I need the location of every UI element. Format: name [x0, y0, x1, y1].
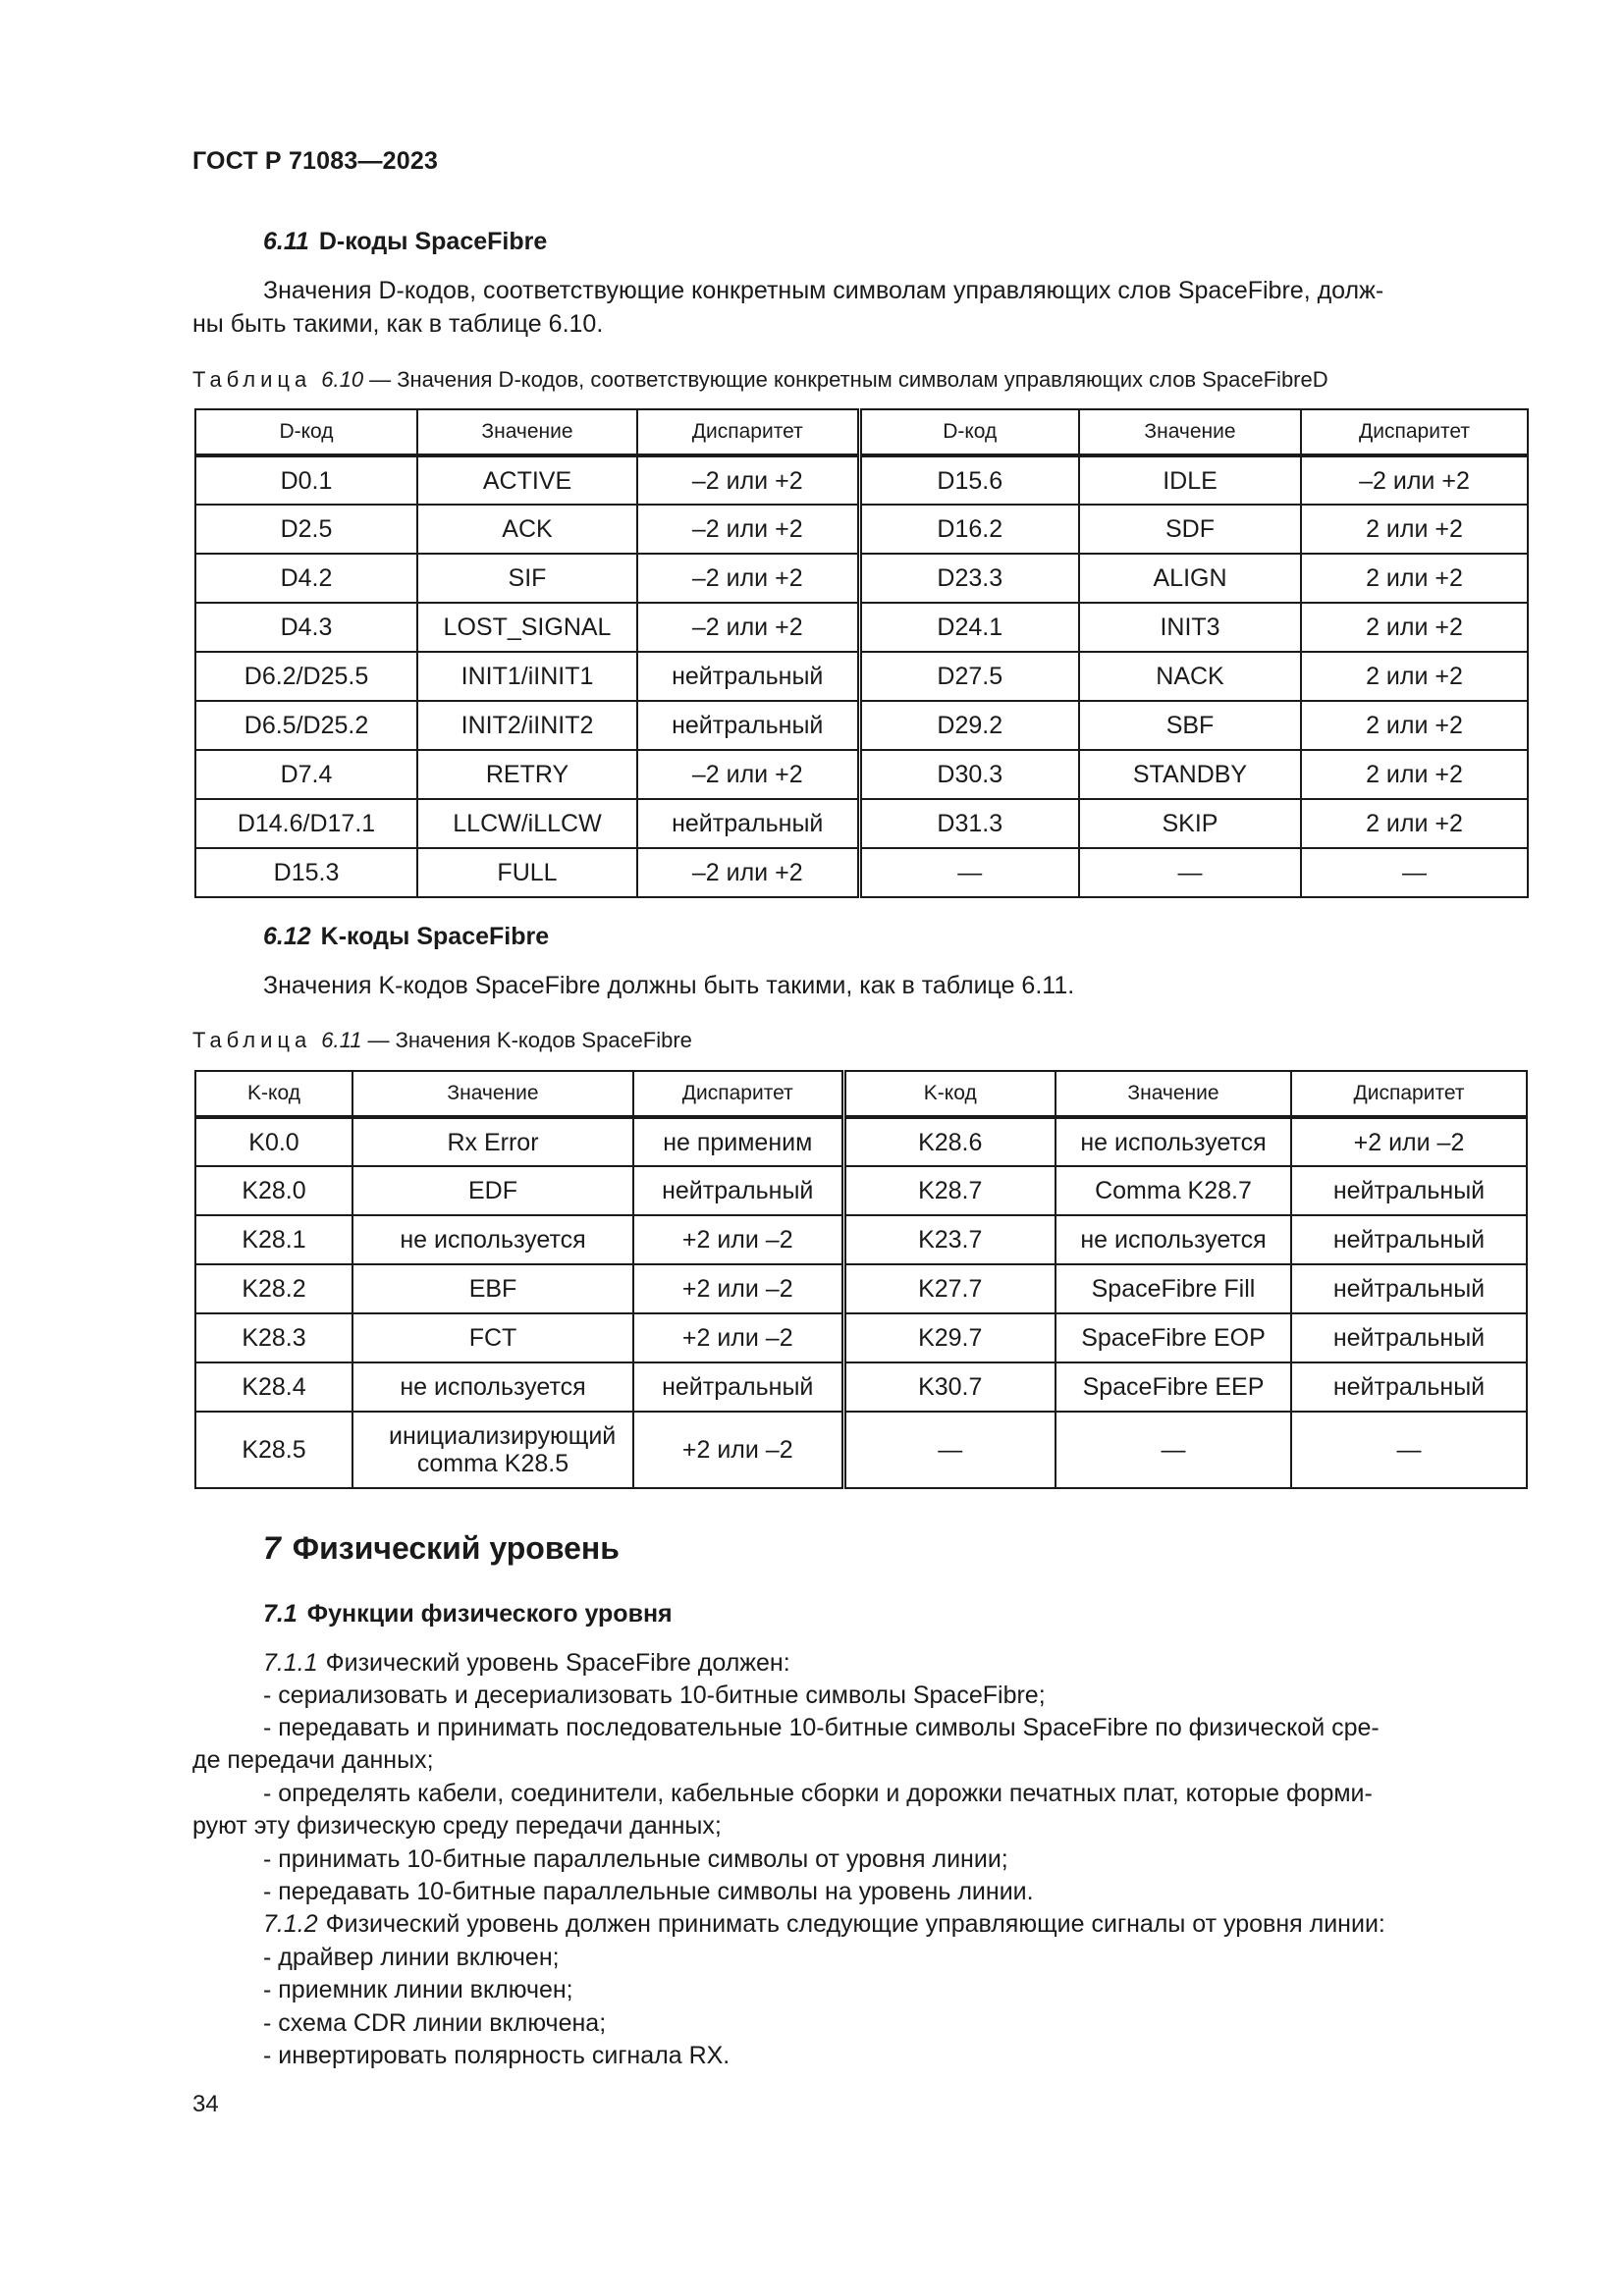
section-7-1-heading	[263, 1600, 673, 1629]
table-cell: D4.3	[195, 603, 417, 652]
table-cell: –2 или +2	[637, 554, 859, 603]
table-cell: INIT1/iINIT1	[417, 652, 637, 701]
table-cell: SBF	[1079, 701, 1301, 750]
table-cell: не используется	[352, 1362, 633, 1412]
table-cell: –2 или +2	[637, 603, 859, 652]
table-cell: INIT3	[1079, 603, 1301, 652]
table-cell: не используется	[1056, 1117, 1291, 1166]
table-cell: INIT2/iINIT2	[417, 701, 637, 750]
table-row	[195, 750, 1528, 799]
table-cell: SpaceFibre EEP	[1056, 1362, 1291, 1412]
table-cell: K23.7	[843, 1215, 1056, 1264]
section-title: K-коды SpaceFibre	[320, 923, 550, 950]
table-cell: RETRY	[417, 750, 637, 799]
table-cell: LLCW/iLLCW	[417, 799, 637, 848]
table-cell: NACK	[1079, 652, 1301, 701]
table-cell: нейтральный	[1291, 1166, 1527, 1215]
table-cell: +2 или –2	[633, 1313, 843, 1362]
table-header-cell: D-код	[859, 409, 1079, 455]
table-row	[195, 652, 1528, 701]
table-cell: FULL	[417, 848, 637, 897]
table-cell: D0.1	[195, 455, 417, 505]
table-cell: D29.2	[859, 701, 1079, 750]
table-header-cell: Диспаритет	[637, 409, 859, 455]
table-header-cell: Диспаритет	[1291, 1071, 1527, 1117]
table-cell: –2 или +2	[1301, 455, 1528, 505]
table-cell: нейтральный	[1291, 1362, 1527, 1412]
s711-item5: - передавать 10-битные параллельные символы на уровень линии.	[263, 1878, 1034, 1905]
table-row	[195, 1313, 1527, 1362]
table-header-cell: D-код	[195, 409, 417, 455]
section-title: D-коды SpaceFibre	[318, 228, 548, 255]
s711-item2-line1: - передавать и принимать последовательные 10-битные символы SpaceFibre по физической сре-	[263, 1714, 1380, 1741]
section-title: Физический уровень	[292, 1530, 620, 1566]
table-cell: ACK	[417, 505, 637, 554]
s712-item4: - инвертировать полярность сигнала RX.	[263, 2042, 731, 2069]
s711-intro	[263, 1649, 790, 1678]
section-7-heading	[263, 1530, 620, 1567]
table-cell: нейтральный	[633, 1166, 843, 1215]
table-cell: K28.4	[195, 1362, 352, 1412]
table-row	[195, 1166, 1527, 1215]
table-cell: D31.3	[859, 799, 1079, 848]
table-cell: —	[1291, 1412, 1527, 1488]
table-cell: D24.1	[859, 603, 1079, 652]
table-cell: Comma K28.7	[1056, 1166, 1291, 1215]
table-cell: 2 или +2	[1301, 603, 1528, 652]
table-cell: STANDBY	[1079, 750, 1301, 799]
table-cell: нейтральный	[633, 1362, 843, 1412]
section-6-12-heading	[263, 923, 549, 951]
table-cell: K28.5	[195, 1412, 352, 1488]
s711-item3-line2: руют эту физическую среду передачи данных;	[192, 1812, 722, 1840]
s712-item2: - приемник линии включен;	[263, 1976, 573, 2003]
table-header-cell: Значение	[352, 1071, 633, 1117]
table-cell: ALIGN	[1079, 554, 1301, 603]
s711-item3-line1: - определять кабели, соединители, кабельные сборки и дорожки печатных плат, которые форми-	[263, 1780, 1373, 1807]
table-6-10-caption	[192, 367, 1328, 393]
document-header: ГОСТ Р 71083—2023	[192, 147, 439, 175]
table-row	[195, 1215, 1527, 1264]
table-cell: K28.3	[195, 1313, 352, 1362]
table-header-cell: K-код	[195, 1071, 352, 1117]
table-cell: не используется	[352, 1215, 633, 1264]
table-cell: SpaceFibre EOP	[1056, 1313, 1291, 1362]
table-cell: K0.0	[195, 1117, 352, 1166]
clause-number: 7.1.1	[263, 1649, 318, 1677]
table-cell: —	[859, 848, 1079, 897]
table-cell: 2 или +2	[1301, 701, 1528, 750]
caption-prefix: Таблица	[192, 1028, 312, 1052]
table-cell: D6.2/D25.5	[195, 652, 417, 701]
table-cell: SIF	[417, 554, 637, 603]
table-6-11-caption	[192, 1028, 692, 1053]
table-row	[195, 799, 1528, 848]
table-row	[195, 848, 1528, 897]
table-cell: –2 или +2	[637, 505, 859, 554]
table-cell: D30.3	[859, 750, 1079, 799]
section-number: 6.11	[263, 228, 309, 255]
caption-number: 6.10	[321, 367, 364, 392]
table-cell: K28.7	[843, 1166, 1056, 1215]
caption-number: 6.11	[321, 1028, 362, 1052]
table-cell: 2 или +2	[1301, 799, 1528, 848]
table-header-cell: Значение	[1079, 409, 1301, 455]
table-row	[195, 554, 1528, 603]
section-6-11-heading	[263, 228, 547, 256]
table-row	[195, 1117, 1527, 1166]
table-row	[195, 1412, 1527, 1488]
table-cell: 2 или +2	[1301, 554, 1528, 603]
table-cell: нейтральный	[637, 701, 859, 750]
table-row	[195, 1362, 1527, 1412]
table-cell: LOST_SIGNAL	[417, 603, 637, 652]
table-cell: K30.7	[843, 1362, 1056, 1412]
table-cell: D15.6	[859, 455, 1079, 505]
clause-text: Физический уровень SpaceFibre должен:	[325, 1649, 790, 1677]
table-cell: EDF	[352, 1166, 633, 1215]
table-header-row	[195, 1071, 1527, 1117]
section-number: 7.1	[263, 1600, 298, 1628]
table-cell: D23.3	[859, 554, 1079, 603]
table-cell: Rx Error	[352, 1117, 633, 1166]
table-cell: –2 или +2	[637, 455, 859, 505]
table-cell: 2 или +2	[1301, 505, 1528, 554]
table-6-11	[194, 1070, 1528, 1489]
table-row	[195, 505, 1528, 554]
table-cell: –2 или +2	[637, 848, 859, 897]
s711-item2-line2: де передачи данных;	[192, 1746, 434, 1774]
s711-item1: - сериализовать и десериализовать 10-битные символы SpaceFibre;	[263, 1682, 1046, 1709]
table-cell: —	[1079, 848, 1301, 897]
s712-intro	[263, 1910, 1385, 1939]
section-title: Функции физического уровня	[306, 1600, 673, 1628]
table-cell: D2.5	[195, 505, 417, 554]
table-row	[195, 1264, 1527, 1313]
table-header-cell: Значение	[417, 409, 637, 455]
table-cell: EBF	[352, 1264, 633, 1313]
table-cell: 2 или +2	[1301, 652, 1528, 701]
table-cell: 2 или +2	[1301, 750, 1528, 799]
clause-number: 7.1.2	[263, 1910, 318, 1938]
table-cell: —	[1056, 1412, 1291, 1488]
s712-item3: - схема CDR линии включена;	[263, 2009, 607, 2037]
table-cell: D27.5	[859, 652, 1079, 701]
table-cell: D6.5/D25.2	[195, 701, 417, 750]
table-cell: инициализирующий comma K28.5	[352, 1412, 633, 1488]
table-header-cell: Значение	[1056, 1071, 1291, 1117]
table-cell: K28.6	[843, 1117, 1056, 1166]
s611-para-line1: Значения D-кодов, соответствующие конкретным символам управляющих слов SpaceFibre, долж-	[263, 277, 1384, 304]
table-cell: —	[1301, 848, 1528, 897]
table-cell: D16.2	[859, 505, 1079, 554]
table-cell: +2 или –2	[633, 1215, 843, 1264]
table-cell: K28.1	[195, 1215, 352, 1264]
table-cell: K27.7	[843, 1264, 1056, 1313]
table-cell: SDF	[1079, 505, 1301, 554]
table-cell: нейтральный	[637, 652, 859, 701]
table-cell: –2 или +2	[637, 750, 859, 799]
table-cell: не применим	[633, 1117, 843, 1166]
table-cell: K28.0	[195, 1166, 352, 1215]
table-cell: ACTIVE	[417, 455, 637, 505]
table-6-10	[194, 408, 1529, 898]
table-cell: K28.2	[195, 1264, 352, 1313]
table-cell: D7.4	[195, 750, 417, 799]
table-cell: +2 или –2	[1291, 1117, 1527, 1166]
table-header-cell: K-код	[843, 1071, 1056, 1117]
section-number: 7	[263, 1530, 281, 1566]
clause-text: Физический уровень должен принимать следующие управляющие сигналы от уровня линии:	[325, 1910, 1385, 1938]
table-cell: нейтральный	[1291, 1313, 1527, 1362]
table-cell: —	[843, 1412, 1056, 1488]
table-cell: D15.3	[195, 848, 417, 897]
s611-para-line2: ны быть такими, как в таблице 6.10.	[192, 310, 604, 338]
table-cell: SpaceFibre Fill	[1056, 1264, 1291, 1313]
table-row	[195, 603, 1528, 652]
table-cell: нейтральный	[637, 799, 859, 848]
table-cell: нейтральный	[1291, 1215, 1527, 1264]
s711-item4: - принимать 10-битные параллельные символы от уровня линии;	[263, 1845, 1008, 1873]
table-cell: не используется	[1056, 1215, 1291, 1264]
table-cell: K29.7	[843, 1313, 1056, 1362]
table-cell: +2 или –2	[633, 1264, 843, 1313]
table-cell: FCT	[352, 1313, 633, 1362]
table-row	[195, 701, 1528, 750]
table-cell: нейтральный	[1291, 1264, 1527, 1313]
caption-text: — Значения K-кодов SpaceFibre	[367, 1028, 692, 1052]
section-number: 6.12	[263, 923, 311, 950]
table-header-row	[195, 409, 1528, 455]
table-cell: IDLE	[1079, 455, 1301, 505]
s712-item1: - драйвер линии включен;	[263, 1944, 560, 1971]
caption-text: — Значения D-кодов, соответствующие конкретным символам управляющих слов SpaceFibreD	[369, 367, 1328, 392]
table-cell: SKIP	[1079, 799, 1301, 848]
table-header-cell: Диспаритет	[1301, 409, 1528, 455]
caption-prefix: Таблица	[192, 367, 312, 392]
table-cell: D4.2	[195, 554, 417, 603]
table-header-cell: Диспаритет	[633, 1071, 843, 1117]
table-row	[195, 455, 1528, 505]
table-cell: D14.6/D17.1	[195, 799, 417, 848]
s612-para: Значения K-кодов SpaceFibre должны быть такими, как в таблице 6.11.	[263, 972, 1075, 999]
table-cell: +2 или –2	[633, 1412, 843, 1488]
page-number: 34	[192, 2091, 219, 2117]
